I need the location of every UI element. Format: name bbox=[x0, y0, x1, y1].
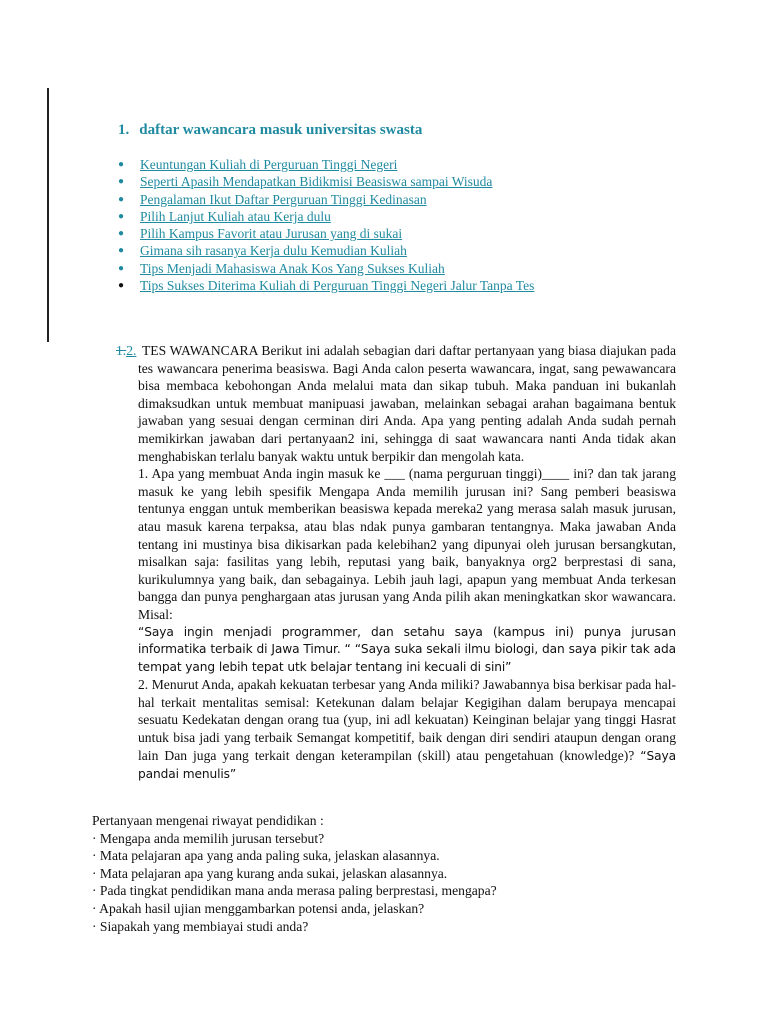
change-bar bbox=[47, 88, 49, 342]
bullet-icon: ● bbox=[118, 228, 125, 240]
question-1-example: “Saya ingin menjadi programmer, dan setahu saya (kampus ini) punya jurusan informatika terbaik di Jawa Timur. “ “Saya suka sekali ilmu biologi, dan saya pikir tak ada tempat yang lebih tepat utk belajar tentang ini kecuali di sini” bbox=[138, 624, 676, 674]
revised-number: 2. bbox=[126, 343, 137, 358]
link-kampus-favorit[interactable]: Pilih Kampus Favorit atau Jurusan yang di sukai bbox=[140, 226, 403, 242]
question-item: · Pada tingkat pendidikan mana anda merasa paling berprestasi, mengapa? bbox=[92, 883, 497, 899]
question-2-text: 2. Menurut Anda, apakah kekuatan terbesar yang Anda miliki? Jawabannya bisa berkisar pada hal-hal terkait mentalitas semisal: Ketekunan dalam belajar Kegigihan dalam berupaya mencapai sesuatu Kedekatan dengan orang tua (yup, ini adl kekuatan) Keinginan belajar yang tinggi Hasrat untuk bisa jadi yang terbaik Semangat kompetitif, baik dengan diri sendiri ataupun dengan orang lain Dan juga yang terkait dengan keterampilan (skill) atau pengetahuan (knowledge)? bbox=[138, 677, 676, 763]
question-2-example: “Saya pandai menulis” bbox=[138, 748, 676, 782]
link-kuliah-atau-kerja[interactable]: Pilih Lanjut Kuliah atau Kerja dulu bbox=[140, 208, 331, 224]
bullet-icon: ● bbox=[118, 245, 125, 257]
section-heading bbox=[118, 122, 422, 139]
question-item: · Mata pelajaran apa yang kurang anda sukai, jelaskan alasannya. bbox=[92, 865, 448, 881]
heading-title: daftar wawancara masuk universitas swasta bbox=[139, 122, 423, 138]
bullet-icon: ● bbox=[118, 280, 125, 292]
question-item: · Apakah hasil ujian menggambarkan potensi anda, jelaskan? bbox=[92, 900, 425, 916]
heading-number: 1. bbox=[118, 122, 130, 138]
struck-number: 1. bbox=[116, 343, 127, 358]
link-kedinasan[interactable]: Pengalaman Ikut Daftar Perguruan Tinggi Kedinasan bbox=[140, 191, 427, 207]
question-item: · Siapakah yang membiayai studi anda? bbox=[92, 918, 309, 934]
link-keuntungan-kuliah[interactable]: Keuntungan Kuliah di Perguruan Tinggi Negeri bbox=[140, 157, 398, 172]
questions-heading: Pertanyaan mengenai riwayat pendidikan : bbox=[92, 813, 324, 828]
link-jalur-tanpa-tes[interactable]: Tips Sukses Diterima Kuliah di Perguruan Tinggi Negeri Jalur Tanpa Tes bbox=[140, 278, 535, 294]
bullet-icon: ● bbox=[118, 193, 125, 205]
section-number bbox=[116, 342, 136, 360]
section-body bbox=[116, 342, 676, 784]
question-1: 1. Apa yang membuat Anda ingin masuk ke ___ (nama perguruan tinggi)____ ini? dan tak jarang masuk ke yang lebih spesifik Mengapa Anda memilih jurusan ini? Sang pemberi beasiswa tentunya enggan untuk memberikan beasiswa kepada mereka2 yang merasa salah masuk jurusan, atau masuk karena terpaksa, atau blas ndak punya gambaran tentangnya. Maka jawaban Anda tentang ini mustinya bisa dikisarkan pada kelebihan2 yang dipunyai oleh jurusan bersangkutan, misalkan saja: fasilitas yang lebih, reputasi yang baik, banyaknya org2 berprestasi di sana, kurikulumnya yang baik, dan sebagainya. Lebih jauh lagi, apapun yang membuat Anda terkesan bangga dan punya penghargaan atas jurusan yang Anda pilih akan meningkatkan skor wawancara. Misal: bbox=[138, 466, 676, 622]
link-bidikmisi[interactable]: Seperti Apasih Mendapatkan Bidikmisi Beasiswa sampai Wisuda bbox=[140, 174, 493, 190]
question-item: · Mata pelajaran apa yang anda paling suka, jelaskan alasannya. bbox=[92, 848, 440, 864]
bullet-icon: ● bbox=[118, 176, 125, 188]
link-anak-kos[interactable]: Tips Menjadi Mahasiswa Anak Kos Yang Sukses Kuliah bbox=[140, 260, 445, 276]
interview-section bbox=[116, 342, 676, 784]
question-item: · Mengapa anda memilih jurusan tersebut? bbox=[92, 830, 325, 846]
bullet-icon: ● bbox=[118, 262, 125, 274]
bullet-icon: ● bbox=[118, 210, 125, 222]
education-questions bbox=[92, 812, 692, 935]
link-kerja-dulu[interactable]: Gimana sih rasanya Kerja dulu Kemudian Kuliah bbox=[140, 243, 407, 259]
question-2 bbox=[138, 676, 676, 784]
intro-paragraph: TES WAWANCARA Berikut ini adalah sebagian dari daftar pertanyaan yang biasa diajukan pada tes wawancara penerima beasiswa. Bagi Anda calon peserta wawancara, ingat, sang pewawancara bisa membaca kebohongan Anda melalui mata dan sikap tubuh. Maka panduan ini bukanlah dimaksudkan untuk membuat manipuasi jawaban, melainkan sebagai arahan bagaimana bentuk jawaban yang sesuai dengan cerminan diri Anda. Apa yang penting adalah Anda sudah pernah memikirkan jawaban dari pertanyaan2 ini, sehingga di saat wawancara nanti Anda tidak akan menghabiskan terlalu banyak waktu untuk berpikir dan mengolah kata. bbox=[138, 343, 676, 464]
bullet-icon: ● bbox=[118, 159, 125, 170]
